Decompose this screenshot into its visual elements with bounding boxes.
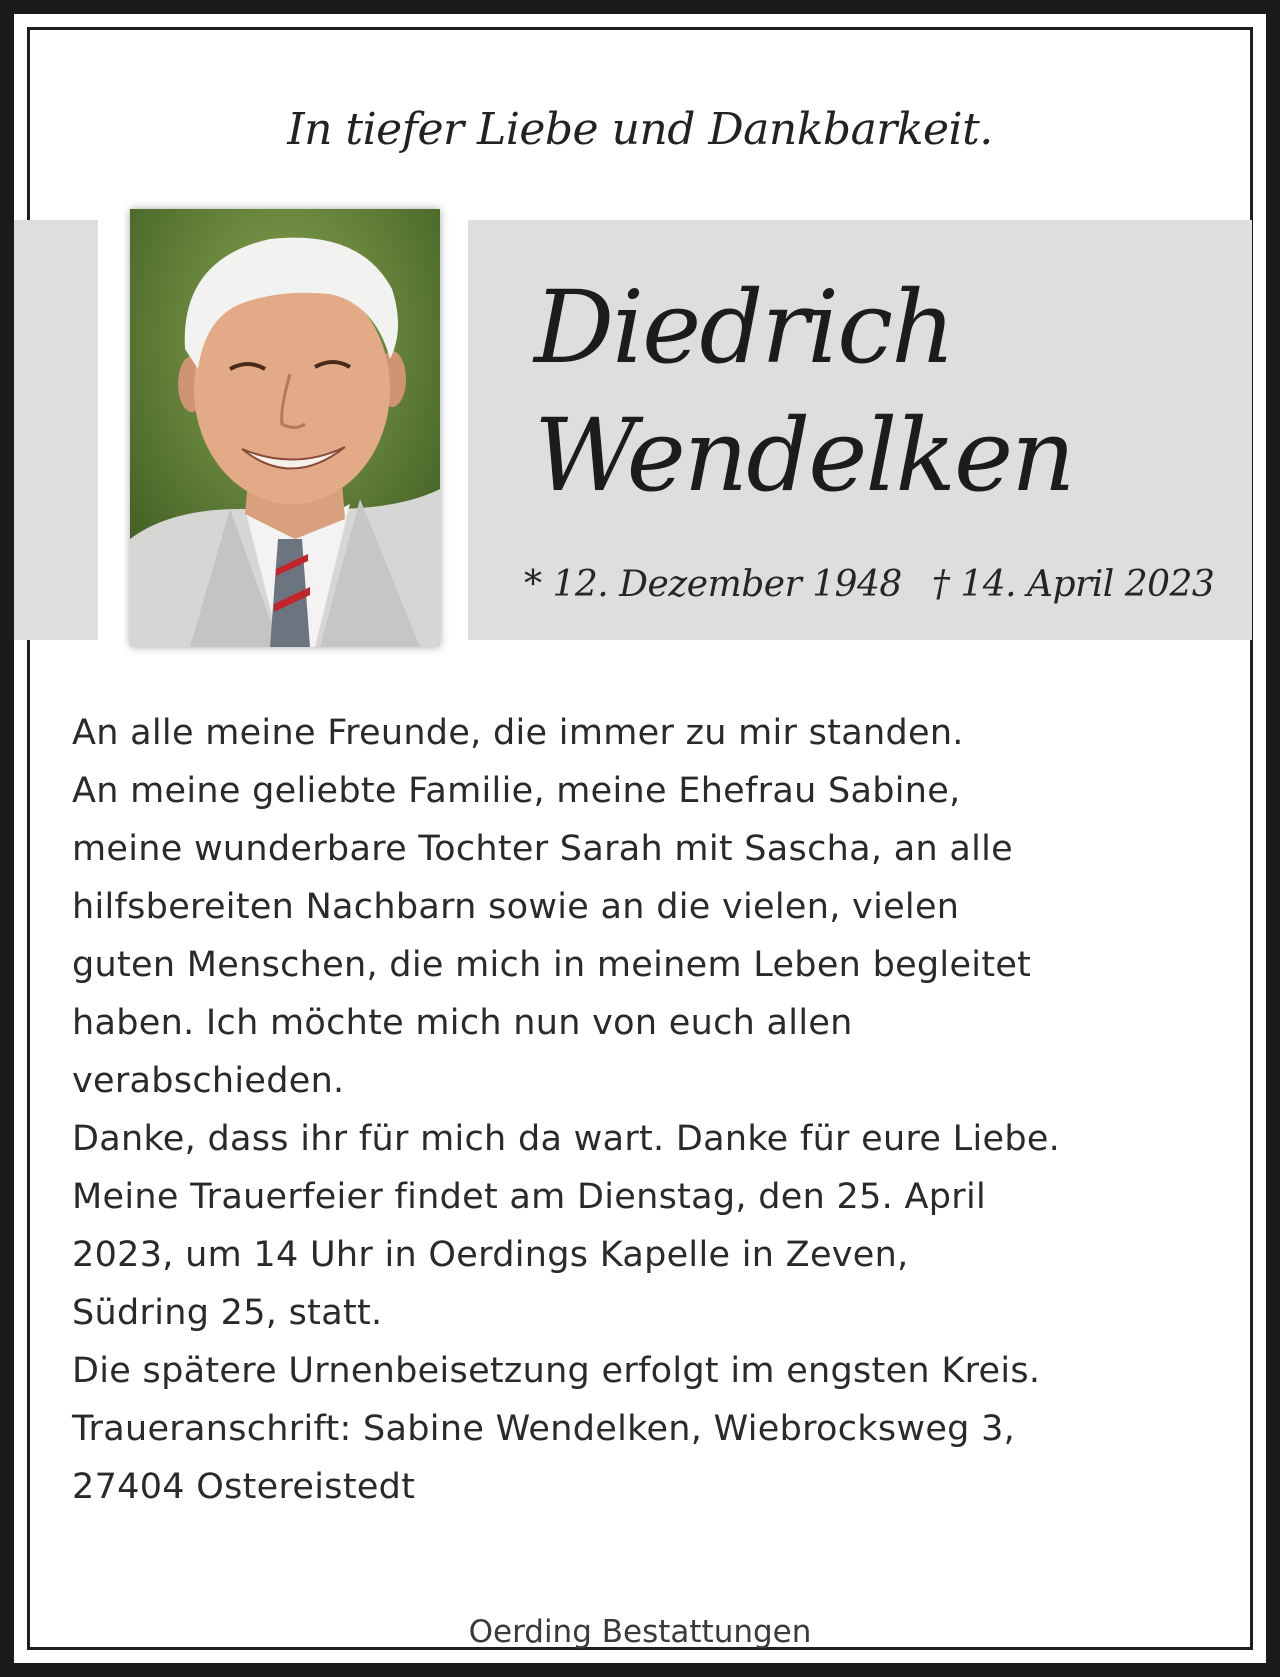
obituary-page bbox=[14, 14, 1266, 1663]
address-paragraph: Traueranschrift: Sabine Wendelken, Wiebrocksweg 3, 27404 Ostereistedt bbox=[72, 1409, 1016, 1507]
ceremony-paragraph: Meine Trauerfeier findet am Dienstag, den 25. April 2023, um 14 Uhr in Oerdings Kapelle in Zeven, Südring 25, statt. bbox=[72, 1177, 987, 1333]
life-dates bbox=[524, 564, 1214, 605]
farewell-paragraph: An alle meine Freunde, die immer zu mir standen. An meine geliebte Familie, meine Ehefrau Sabine, meine wunderbare Tochter Sarah mit Sascha, an alle hilfsbereiten Nachbarn sowie an die vielen, vielen guten Menschen, die mich in meinem Leben begleitet haben. Ich möchte mich nun von euch allen verabschieden. Danke, dass ihr für mich da wart. Danke für eure Liebe. bbox=[72, 713, 1061, 1159]
first-name: Diedrich bbox=[534, 269, 954, 386]
burial-paragraph: Die spätere Urnenbeisetzung erfolgt im engsten Kreis. bbox=[72, 1351, 1041, 1391]
grey-band-left bbox=[14, 220, 98, 640]
deceased-name bbox=[534, 264, 1074, 520]
obituary-text bbox=[72, 704, 1222, 1516]
headline: In tiefer Liebe und Dankbarkeit. bbox=[287, 104, 993, 155]
last-name: Wendelken bbox=[534, 397, 1074, 514]
death-date: † 14. April 2023 bbox=[931, 564, 1215, 605]
portrait-photo bbox=[130, 209, 440, 647]
birth-date: * 12. Dezember 1948 bbox=[524, 564, 902, 605]
portrait-illustration bbox=[130, 209, 440, 647]
funeral-home: Oerding Bestattungen bbox=[468, 1614, 812, 1650]
